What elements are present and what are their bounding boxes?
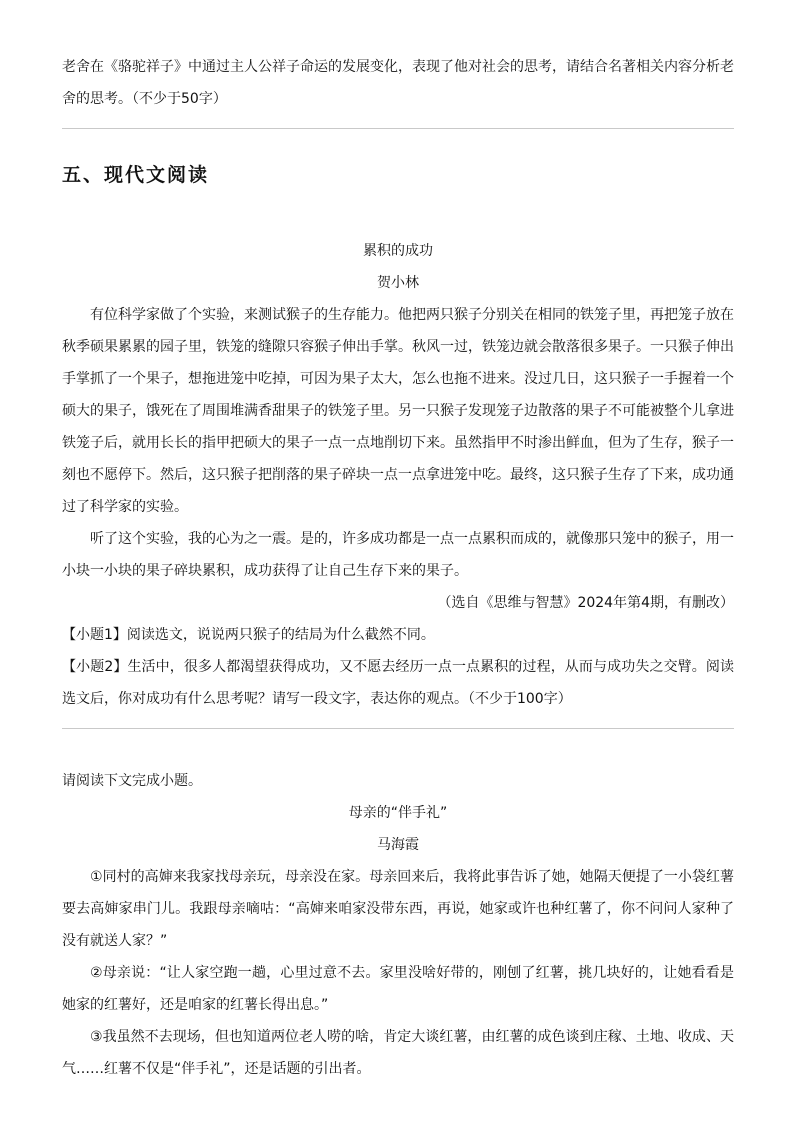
article-paragraph: 有位科学家做了个实验，来测试猴子的生存能力。他把两只猴子分别关在相同的铁笼子里，再把笼子放在秋季硕果累累的园子里，铁笼的缝隙只容猴子伸出手掌。秋风一过，铁笼边就会散落很多果子。一只猴子伸出手掌抓了一个果子，想拖进笼中吃掉，可因为果子太大，怎么也拖不进来。没过几日，这只猴子一手握着一个硕大的果子，饿死在了周围堆满香甜果子的铁笼子里。另一只猴子发现笼子边散落的果子不可能被整个儿拿进铁笼子后，就用长长的指甲把硕大的果子一点一点地削切下来。虽然指甲不时渗出鲜血，但为了生存，猴子一刻也不愿停下。然后，这只猴子把削落的果子碎块一点一点拿进笼中吃。最终，这只猴子生存了下来，成功通过了科学家的实验。: [62, 307, 734, 515]
article-source: （选自《思维与智慧》2024年第4期，有删改）: [437, 595, 734, 611]
article-title: 母亲的“伴手礼”: [348, 805, 448, 821]
intro-question: 老舍在《骆驼祥子》中通过主人公祥子命运的发展变化，表现了他对社会的思考，请结合名著相关内容分析老舍的思考。（不少于50字）: [62, 59, 734, 107]
article-paragraph: ②母亲说：“让人家空跑一趟，心里过意不去。家里没啥好带的，刚刨了红薯，挑几块好的，让她看看是她家的红薯好，还是咱家的红薯长得出息。”: [62, 965, 734, 1013]
question-1: 【小题1】阅读选文，说说两只猴子的结局为什么截然不同。: [62, 627, 435, 643]
article-paragraph: ①同村的高婶来我家找母亲玩，母亲没在家。母亲回来后，我将此事告诉了她，她隔天便提了一小袋红薯要去高婶家串门儿。我跟母亲嘀咕：“高婶来咱家没带东西，再说，她家或许也种红薯了，你不问问人家种了没有就送人家？”: [62, 869, 734, 949]
divider: [62, 728, 734, 729]
question-2: 【小题2】生活中，很多人都渴望获得成功，又不愿去经历一点一点累积的过程，从而与成功失之交臂。阅读选文后，你对成功有什么思考呢？请写一段文字，表达你的观点。（不少于100字）: [62, 659, 734, 707]
article-author: 贺小林: [377, 275, 419, 291]
reading-prompt: 请阅读下文完成小题。: [62, 773, 202, 789]
article-author: 马海霞: [377, 837, 419, 853]
divider: [62, 128, 734, 129]
article-paragraph: 听了这个实验，我的心为之一震。是的，许多成功都是一点一点累积而成的，就像那只笼中的猴子，用一小块一小块的果子碎块累积，成功获得了让自己生存下来的果子。: [62, 531, 734, 579]
article-paragraph: ③我虽然不去现场，但也知道两位老人唠的啥，肯定大谈红薯，由红薯的成色谈到庄稼、土地、收成、天气……红薯不仅是“伴手礼”，还是话题的引出者。: [62, 1029, 734, 1077]
article-title: 累积的成功: [363, 243, 433, 259]
section-heading: 五、现代文阅读: [62, 164, 210, 186]
